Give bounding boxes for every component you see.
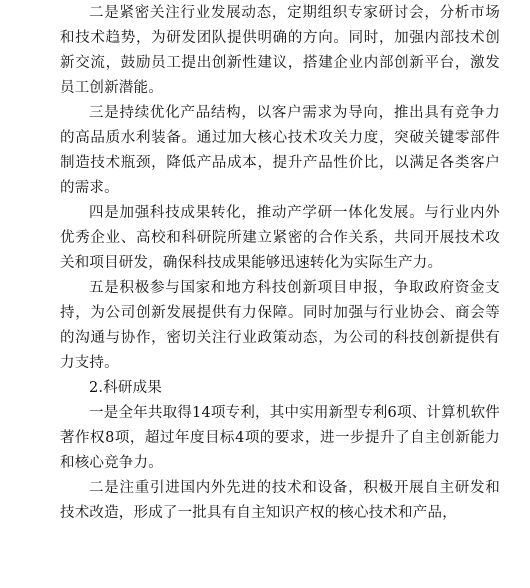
result-paragraph-1: 一是全年共取得14项专利，其中实用新型专利6项、计算机软件著作权8项，超过年度目标4项的要求，进一步提升了自主创新能力和核心竞争力。 bbox=[60, 405, 500, 471]
paragraph-item-3: 三是持续优化产品结构，以客户需求为导向，推出具有竞争力的高品质水利装备。通过加大核心技术攻关力度，突破关键零部件制造技术瓶颈，降低产品成本，提升产品性价比，以满足各类客户的需求。 bbox=[60, 105, 500, 196]
result-paragraph-2: 二是注重引进国内外先进的技术和设备，积极开展自主研发和技术改造，形成了一批具有自主知识产权的核心技术和产品， bbox=[60, 480, 500, 521]
paragraph-item-4: 四是加强科技成果转化，推动产学研一体化发展。与行业内外优秀企业、高校和科研院所建立紧密的合作关系，共同开展技术攻关和项目研发，确保科技成果能够迅速转化为实际生产力。 bbox=[60, 205, 500, 271]
section-heading: 2.科研成果 bbox=[89, 380, 163, 396]
paragraph-item-2: 二是紧密关注行业发展动态，定期组织专家研讨会，分析市场和技术趋势，为研发团队提供明确的方向。同时，加强内部技术创新交流，鼓励员工提出创新性建议，搭建企业内部创新平台，激发员工创新潜能。 bbox=[60, 5, 500, 96]
paragraph-item-5: 五是积极参与国家和地方科技创新项目申报，争取政府资金支持，为公司创新发展提供有力保障。同时加强与行业协会、商会等的沟通与协作，密切关注行业政策动态，为公司的科技创新提供有力支持。 bbox=[60, 280, 500, 371]
